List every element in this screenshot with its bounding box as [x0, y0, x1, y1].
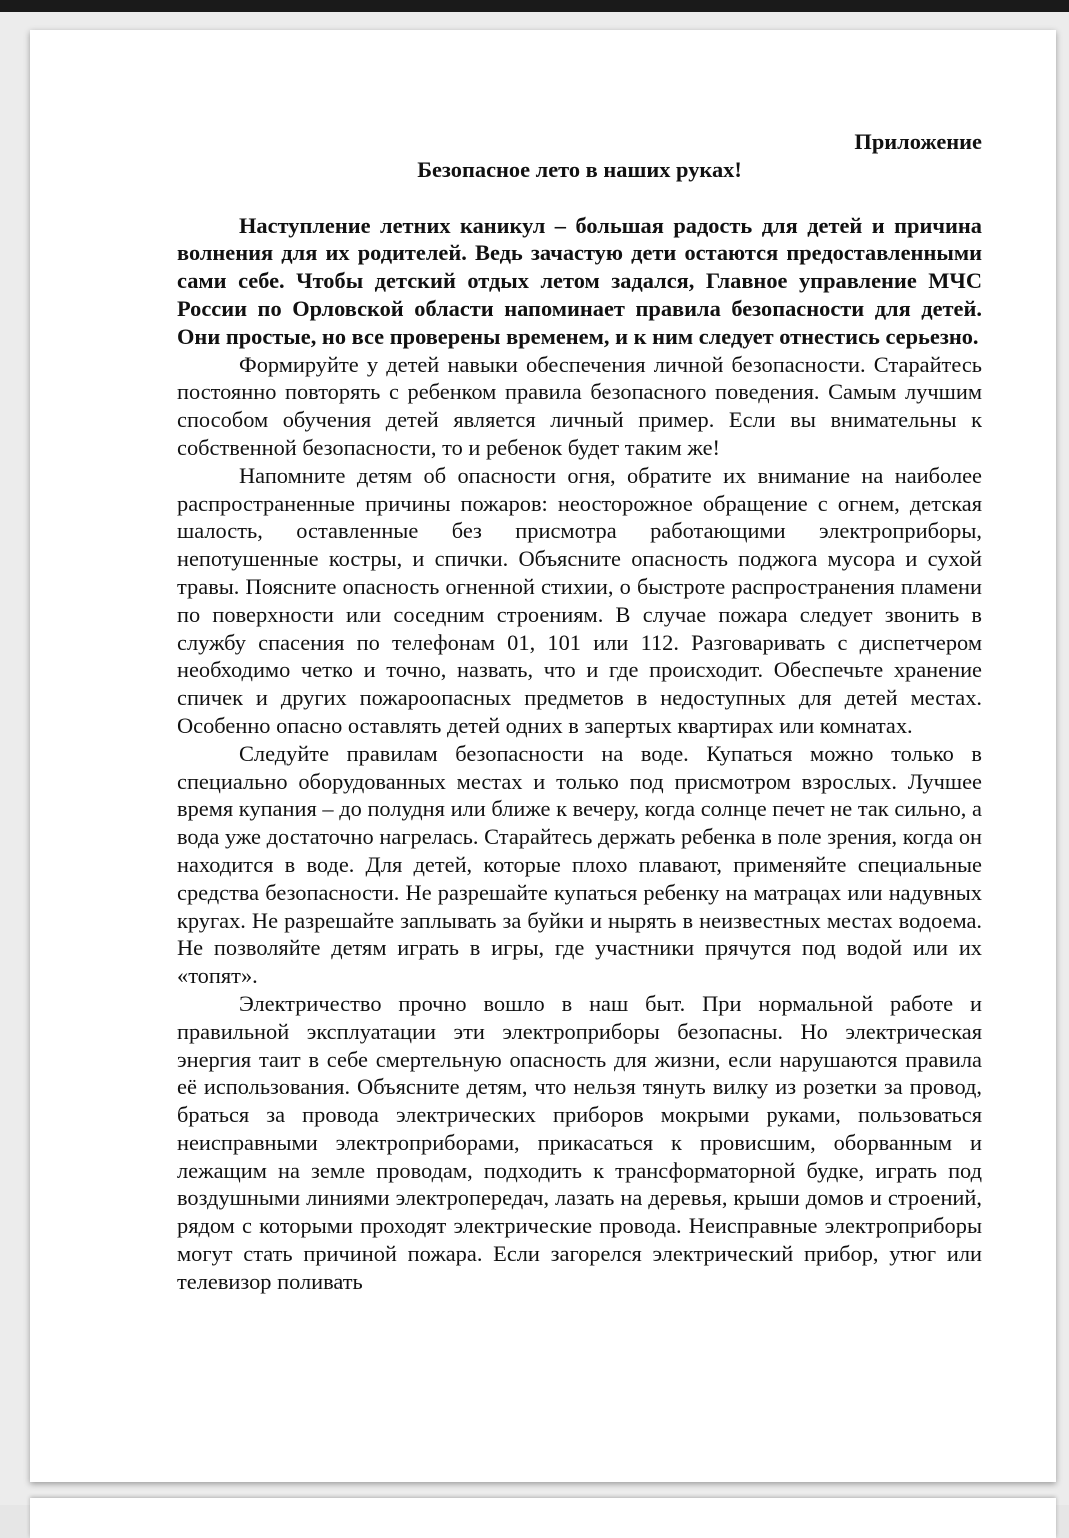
paragraph-personal-safety: Формируйте у детей навыки обеспечения личной безопасности. Старайтесь постоянно повторять с ребенком правила безопасного поведения. Самым лучшим способом обучения детей является личный пример. Если вы внимательны к собственной безопасности, то и ребенок будет таким же!: [177, 351, 982, 460]
next-document-page: [30, 1498, 1056, 1538]
document-title: Безопасное лето в наших руках!: [417, 156, 742, 182]
page-content: [177, 128, 982, 1296]
document-viewer[interactable]: [0, 12, 1069, 1505]
appendix-label: Приложение: [854, 129, 982, 154]
intro-paragraph: Наступление летних каникул – большая радость для детей и причина волнения для их родителей. Ведь зачастую дети остаются предоставленными сами себе. Чтобы детский отдых летом задался, Главное управление МЧС России по Орловской области напоминает правила безопасности для детей. Они простые, но все проверены временем, и к ним следует отнестись серьезно.: [177, 212, 982, 349]
paragraph-electrical-safety: Электричество прочно вошло в наш быт. При нормальной работе и правильной эксплуатации эти электроприборы безопасны. Но электрическая энергия таит в себе смертельную опасность для жизни, если нарушаются правила её использования. Объясните детям, что нельзя тянуть вилку из розетки за провод, браться за провода электрических приборов мокрыми руками, пользоваться неисправными электроприборами, прикасаться к провисшим, оборванным и лежащим на земле проводам, подходить к трансформаторной будке, играть под воздушными линиями электропередач, лазать на деревья, крыши домов и строений, рядом с которыми проходят электрические провода. Неисправные электроприборы могут стать причиной пожара. Если загорелся электрический прибор, утюг или телевизор поливать: [177, 990, 982, 1294]
document-page: [30, 30, 1056, 1482]
viewer-top-bar: [0, 0, 1069, 12]
paragraph-water-safety: Следуйте правилам безопасности на воде. Купаться можно только в специально оборудованных местах и только под присмотром взрослых. Лучшее время купания – до полудня или ближе к вечеру, когда солнце печет не так сильно, а вода уже достаточно нагрелась. Старайтесь держать ребенка в поле зрения, когда он находится в воде. Для детей, которые плохо плавают, применяйте специальные средства безопасности. Не разрешайте купаться ребенку на матрацах или надувных кругах. Не разрешайте заплывать за буйки и нырять в неизвестных местах водоема. Не позволяйте детям играть в игры, где участники прячутся под водой или их «топят».: [177, 740, 982, 989]
paragraph-fire-safety: Напомните детям об опасности огня, обратите их внимание на наиболее распространенные причины пожаров: неосторожное обращение с огнем, детская шалость, оставленные без присмотра работающими электроприборы, непотушенные костры, и спички. Объясните опасность поджога мусора и сухой травы. Поясните опасность огненной стихии, о быстроте распространения пламени по поверхности или соседним строениям. В случае пожара следует звонить в службу спасения по телефонам 01, 101 или 112. Разговаривать с диспетчером необходимо четко и точно, назвать, что и где происходит. Обеспечьте хранение спичек и других пожароопасных предметов в недоступных для детей местах. Особенно опасно оставлять детей одних в запертых квартирах или комнатах.: [177, 462, 982, 738]
